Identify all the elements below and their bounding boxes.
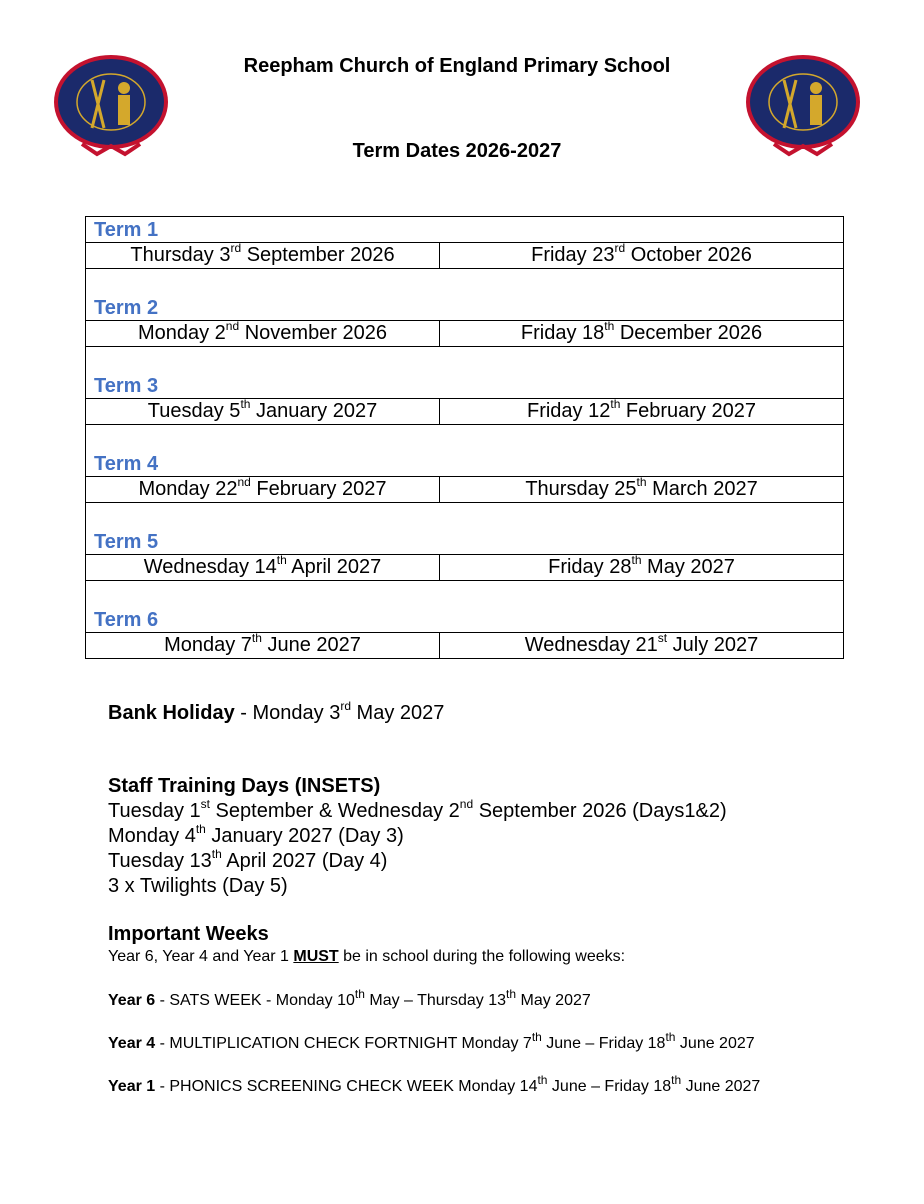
ordinal-suffix: th bbox=[631, 553, 642, 568]
text-part: May – Thursday 13 bbox=[364, 992, 507, 1009]
term-end-date bbox=[440, 555, 844, 581]
date-rest: April 2027 bbox=[286, 556, 382, 578]
term-end-date bbox=[440, 399, 844, 425]
text-part: June 2027 bbox=[681, 1078, 761, 1095]
text-part: June – Friday 18 bbox=[547, 1078, 672, 1095]
year-label: Year 6 bbox=[108, 992, 156, 1009]
text-part: Tuesday 1 bbox=[108, 800, 201, 822]
term-label: Term 4 bbox=[86, 425, 844, 477]
page-title: Term Dates 2026-2027 bbox=[352, 140, 562, 162]
text-part: - PHONICS SCREENING CHECK WEEK Monday 14 bbox=[155, 1078, 538, 1095]
staff-training-line-2 bbox=[108, 824, 727, 849]
term-heading-row bbox=[86, 217, 844, 243]
staff-training-line-4: 3 x Twilights (Day 5) bbox=[108, 875, 288, 897]
staff-training-section bbox=[108, 774, 727, 899]
date-day: Thursday 3 bbox=[130, 244, 231, 266]
term-end-date bbox=[440, 633, 844, 659]
date-rest: February 2027 bbox=[620, 400, 757, 422]
must-emphasis: MUST bbox=[293, 948, 339, 965]
term-end-date bbox=[440, 243, 844, 269]
ordinal-suffix: th bbox=[251, 631, 262, 646]
term-end-date bbox=[440, 321, 844, 347]
bank-holiday bbox=[108, 699, 445, 725]
staff-training-heading: Staff Training Days (INSETS) bbox=[108, 775, 381, 797]
term-heading-row bbox=[86, 269, 844, 321]
ordinal-suffix: th bbox=[671, 1072, 682, 1087]
date-rest: October 2026 bbox=[625, 244, 752, 266]
term-date-row bbox=[86, 555, 844, 581]
date-day: Friday 28 bbox=[548, 556, 632, 578]
ordinal-suffix: rd bbox=[230, 241, 242, 256]
ordinal-suffix: th bbox=[240, 397, 251, 412]
bank-holiday-sep: - bbox=[234, 702, 253, 724]
text-part: Monday 4 bbox=[108, 825, 196, 847]
year6-item bbox=[108, 986, 798, 1011]
important-weeks-section bbox=[108, 922, 798, 1097]
ordinal-suffix: th bbox=[211, 847, 222, 862]
ordinal-suffix: nd bbox=[237, 475, 251, 490]
term-start-date bbox=[86, 555, 440, 581]
term-start-date bbox=[86, 633, 440, 659]
text-part: September 2026 (Days1&2) bbox=[473, 800, 727, 822]
date-day: Wednesday 21 bbox=[524, 634, 658, 656]
year-label: Year 1 bbox=[108, 1078, 156, 1095]
term-date-row bbox=[86, 399, 844, 425]
ordinal-suffix: th bbox=[610, 397, 621, 412]
text-part: - SATS WEEK - Monday 10 bbox=[155, 992, 355, 1009]
term-label: Term 2 bbox=[86, 269, 844, 321]
year4-item bbox=[108, 1029, 798, 1054]
ordinal-suffix: nd bbox=[459, 797, 474, 812]
term-label: Term 1 bbox=[86, 217, 844, 243]
staff-training-line-1 bbox=[108, 799, 727, 824]
date-rest: March 2027 bbox=[646, 478, 758, 500]
text-part: Year 6, Year 4 and Year 1 bbox=[108, 948, 294, 965]
text-part: - MULTIPLICATION CHECK FORTNIGHT Monday 7 bbox=[155, 1035, 532, 1052]
date-day: Friday 12 bbox=[526, 400, 611, 422]
ordinal-suffix: th bbox=[276, 553, 287, 568]
term-date-row bbox=[86, 243, 844, 269]
term-heading-row bbox=[86, 503, 844, 555]
ordinal-suffix: nd bbox=[225, 319, 240, 334]
ordinal-suffix: th bbox=[195, 822, 206, 837]
text-part: Tuesday 13 bbox=[108, 850, 212, 872]
term-start-date bbox=[86, 243, 440, 269]
date-rest: September 2026 bbox=[241, 244, 395, 266]
term-date-row bbox=[86, 633, 844, 659]
date-day: Thursday 25 bbox=[525, 478, 637, 500]
term-dates-table bbox=[85, 216, 844, 659]
ordinal-suffix: st bbox=[657, 631, 668, 646]
bank-holiday-label: Bank Holiday bbox=[108, 702, 235, 724]
staff-training-line-3 bbox=[108, 849, 727, 874]
date-day: Friday 23 bbox=[531, 244, 615, 266]
date-rest: June 2027 bbox=[261, 634, 361, 656]
year-label: Year 4 bbox=[108, 1035, 156, 1052]
text-part: June – Friday 18 bbox=[541, 1035, 666, 1052]
text-part: January 2027 (Day 3) bbox=[205, 825, 404, 847]
term-start-date bbox=[86, 477, 440, 503]
ordinal-suffix: rd bbox=[614, 241, 626, 256]
term-label: Term 3 bbox=[86, 347, 844, 399]
date-day: Monday 7 bbox=[164, 634, 252, 656]
ordinal-suffix: th bbox=[665, 1029, 676, 1044]
date-rest: February 2027 bbox=[250, 478, 387, 500]
date-rest: May 2027 bbox=[641, 556, 735, 578]
date-day: Friday 18 bbox=[520, 322, 605, 344]
term-date-row bbox=[86, 321, 844, 347]
text-part: May 2027 bbox=[516, 992, 591, 1009]
term-date-row bbox=[86, 477, 844, 503]
term-heading-row bbox=[86, 347, 844, 399]
text-part: be in school during the following weeks: bbox=[338, 948, 626, 965]
date-rest: July 2027 bbox=[667, 634, 759, 656]
text-part: April 2027 (Day 4) bbox=[221, 850, 388, 872]
bank-holiday-rest: May 2027 bbox=[351, 702, 445, 724]
date-day: Monday 22 bbox=[138, 478, 238, 500]
term-heading-row bbox=[86, 425, 844, 477]
important-weeks-intro bbox=[108, 946, 798, 968]
bank-holiday-suffix: rd bbox=[340, 699, 351, 714]
term-start-date bbox=[86, 399, 440, 425]
text-part: September & Wednesday 2 bbox=[210, 800, 460, 822]
term-start-date bbox=[86, 321, 440, 347]
date-rest: November 2026 bbox=[239, 322, 388, 344]
term-label: Term 5 bbox=[86, 503, 844, 555]
ordinal-suffix: th bbox=[604, 319, 615, 334]
text-part: June 2027 bbox=[675, 1035, 755, 1052]
term-end-date bbox=[440, 477, 844, 503]
ordinal-suffix: th bbox=[531, 1029, 542, 1044]
term-label: Term 6 bbox=[86, 581, 844, 633]
bank-holiday-day: Monday 3 bbox=[252, 702, 341, 724]
ordinal-suffix: th bbox=[354, 986, 365, 1001]
ordinal-suffix: th bbox=[636, 475, 647, 490]
ordinal-suffix: th bbox=[537, 1072, 548, 1087]
ordinal-suffix: st bbox=[200, 797, 210, 812]
term-heading-row bbox=[86, 581, 844, 633]
date-day: Tuesday 5 bbox=[147, 400, 241, 422]
year1-item bbox=[108, 1072, 798, 1097]
date-day: Monday 2 bbox=[137, 322, 226, 344]
date-rest: January 2027 bbox=[250, 400, 378, 422]
ordinal-suffix: th bbox=[506, 986, 517, 1001]
date-day: Wednesday 14 bbox=[143, 556, 277, 578]
important-weeks-heading: Important Weeks bbox=[108, 923, 269, 945]
date-rest: December 2026 bbox=[614, 322, 763, 344]
school-name: Reepham Church of England Primary School bbox=[243, 55, 671, 77]
